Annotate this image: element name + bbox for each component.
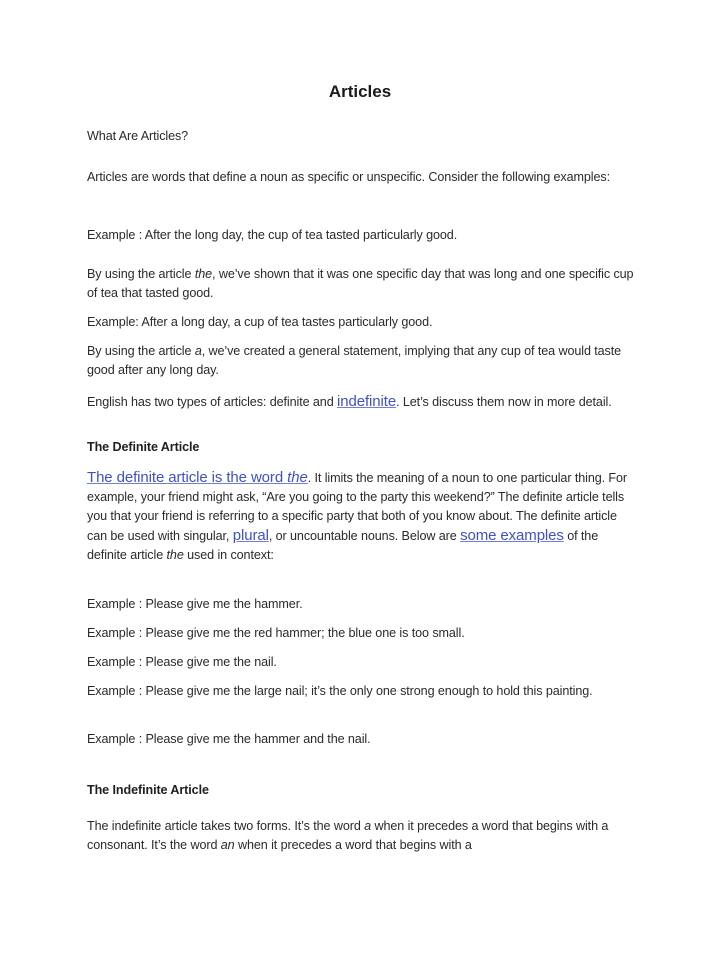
plural-link[interactable]: plural [232,527,269,544]
intro-paragraph: Articles are words that define a noun as specific or unspecific. Consider the following examples: [87,170,611,184]
article-term-the: the [166,548,184,562]
indefinite-link[interactable]: indefinite [337,393,397,410]
text-run: By using the article [87,267,195,281]
article-term-a: a [194,344,202,358]
some-examples-link[interactable]: some examples [460,527,564,544]
types-paragraph [87,392,635,412]
text-run: By using the article [87,344,195,358]
text-run: . It limits the meaning of a noun to one particular thing. For example, your friend might ask, “Are you going to the party this weekend?” The definite article tells you that your friend is referring to a specific party that both of you know about. The definite article can be used with singular, [87,471,628,543]
definite-example-4: Example : Please give me the large nail; it’s the only one strong enough to hold this painting. [87,684,593,698]
article-term-the: the [194,267,213,281]
a-explanation-paragraph [87,342,635,380]
link-text[interactable]: The definite article is the word [87,469,288,486]
text-run: of the definite article [87,529,599,562]
definite-example-5: Example : Please give me the hammer and the nail. [87,732,371,746]
article-term-a: a [364,819,372,833]
definite-article-paragraph [87,468,635,565]
indefinite-article-heading: The Indefinite Article [87,783,209,797]
text-run: English has two types of articles: definite and [87,395,338,409]
the-explanation-paragraph [87,265,635,303]
definite-article-link[interactable] [87,469,308,486]
page-title: Articles [328,82,392,101]
text-run: , or uncountable nouns. Below are [268,529,461,543]
definite-example-1: Example : Please give me the hammer. [87,597,303,611]
text-run: used in context: [183,548,274,562]
example-paragraph-2: Example: After a long day, a cup of tea tastes particularly good. [87,315,433,329]
example-paragraph-1: Example : After the long day, the cup of tea tasted particularly good. [87,228,458,242]
text-run: when it precedes a word that begins with a [234,838,472,852]
text-run: . Let’s discuss them now in more detail. [396,395,612,409]
section-heading-what-are-articles: What Are Articles? [87,129,189,143]
definite-example-2: Example : Please give me the red hammer; the blue one is too small. [87,626,465,640]
text-run: , we’ve shown that it was one specific day that was long and one specific cup of tea that tasted good. [87,267,634,300]
indefinite-article-paragraph [87,817,635,855]
definite-article-heading: The Definite Article [87,440,200,454]
text-run: when it precedes a word that begins with a consonant. It’s the word [87,819,609,852]
article-term-an: an [220,838,235,852]
text-run: The indefinite article takes two forms. It’s the word [87,819,365,833]
definite-example-3: Example : Please give me the nail. [87,655,277,669]
text-run: , we’ve created a general statement, implying that any cup of tea would taste good after any long day. [87,344,622,377]
article-term-the-link[interactable]: the [287,469,308,486]
